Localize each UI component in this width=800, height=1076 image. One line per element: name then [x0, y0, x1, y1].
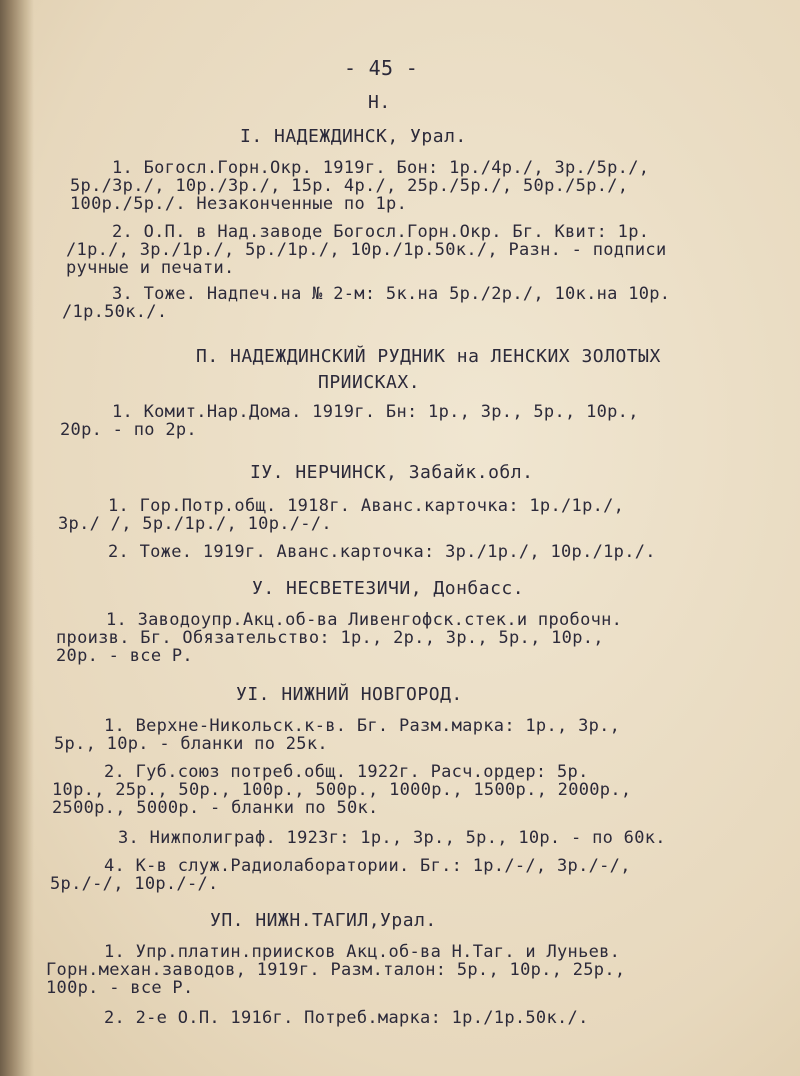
entry-line: 20р. - все Р. [56, 646, 193, 666]
entry-line: 10р., 25р., 50р., 100р., 500р., 1000р., 1500р., 2000р., [52, 780, 632, 800]
entry-line: 2. Тоже. 1919г. Аванс.карточка: 3р./1р./, 10р./1р./. [108, 542, 656, 562]
entry-line: 1. Заводоупр.Акц.об-ва Ливенгофск.стек.и пробочн. [106, 610, 623, 630]
section-heading: УП. НИЖН.ТАГИЛ,Урал. [210, 910, 437, 931]
entry-line: 5р./-/, 10р./-/. [50, 874, 219, 894]
entry-line: 1. Гор.Потр.общ. 1918г. Аванс.карточка: 1р./1р./, [108, 496, 625, 516]
entry-line: 3. Тоже. Надпеч.на № 2-м: 5к.на 5р./2р./, 10к.на 10р. [112, 284, 671, 304]
entry-line: 4. К-в служ.Радиолаборатории. Бг.: 1р./-/, 3р./-/, [104, 856, 631, 876]
section-heading-continued: ПРИИСКАХ. [318, 372, 421, 393]
entry-line: 2500р., 5000р. - бланки по 50к. [52, 798, 379, 818]
entry-line: ручные и печати. [66, 258, 235, 278]
entry-line: 5р./3р./, 10р./3р./, 15р. 4р./, 25р./5р./, 50р./5р./, [70, 176, 629, 196]
entry-line: Горн.механ.заводов, 1919г. Разм.талон: 5р., 10р., 25р., [46, 960, 626, 980]
section-letter: Н. [368, 92, 391, 113]
section-heading: УI. НИЖНИЙ НОВГОРОД. [236, 684, 463, 705]
section-heading: IУ. НЕРЧИНСК, Забайк.обл. [250, 462, 534, 483]
entry-line: /1р./, 3р./1р./, 5р./1р./, 10р./1р.50к./, Разн. - подписи [66, 240, 667, 260]
entry-line: 20р. - по 2р. [60, 420, 197, 440]
entry-line: 2. 2-е О.П. 1916г. Потреб.марка: 1р./1р.50к./. [104, 1008, 589, 1028]
section-heading: I. НАДЕЖДИНСК, Урал. [240, 126, 467, 147]
section-heading: П. НАДЕЖДИНСКИЙ РУДНИК на ЛЕНСКИХ ЗОЛОТЫХ [196, 346, 661, 367]
section-heading: У. НЕСВЕТЕЗИЧИ, Донбасс. [252, 578, 525, 599]
entry-line: 2. О.П. в Над.заводе Богосл.Горн.Окр. Бг. Квит: 1р. [112, 222, 650, 242]
entry-line: 1. Упр.платин.приисков Акц.об-ва Н.Таг. и Луньев. [104, 942, 621, 962]
book-binding-shadow [0, 0, 34, 1076]
entry-line: 2. Губ.союз потреб.общ. 1922г. Расч.ордер: 5р. [104, 762, 589, 782]
entry-line: 100р. - все Р. [46, 978, 194, 998]
entry-line: /1р.50к./. [62, 302, 168, 322]
entry-line: 3. Нижполиграф. 1923г: 1р., 3р., 5р., 10р. - по 60к. [118, 828, 666, 848]
entry-line: 3р./ /, 5р./1р./, 10р./-/. [58, 514, 332, 534]
entry-line: 5р., 10р. - бланки по 25к. [54, 734, 328, 754]
entry-line: 1. Богосл.Горн.Окр. 1919г. Бон: 1р./4р./, 3р./5р./, [112, 158, 650, 178]
entry-line: произв. Бг. Обязательство: 1р., 2р., 3р., 5р., 10р., [56, 628, 604, 648]
page-number: - 45 - [344, 56, 419, 80]
entry-line: 1. Комит.Нар.Дома. 1919г. Бн: 1р., 3р., 5р., 10р., [112, 402, 639, 422]
entry-line: 1. Верхне-Никольск.к-в. Бг. Разм.марка: 1р., 3р., [104, 716, 621, 736]
entry-line: 100р./5р./. Незаконченные по 1р. [70, 194, 408, 214]
